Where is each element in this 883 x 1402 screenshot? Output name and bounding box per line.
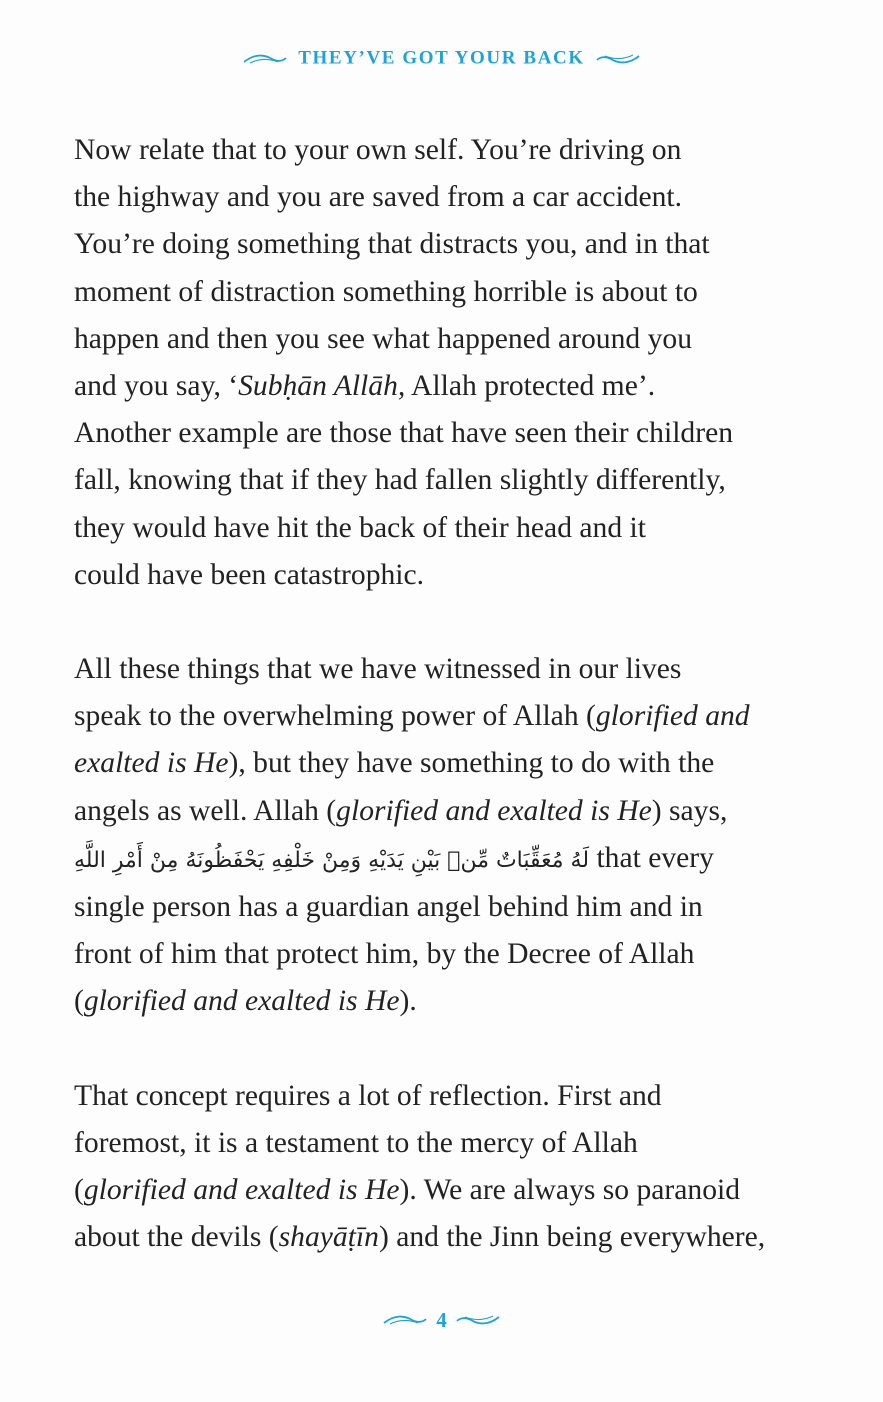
text-line: All these things that we have witnessed in our lives <box>74 653 682 686</box>
text-line: angels as well. Allah (glorified and exalted is He) says, <box>74 794 728 827</box>
text-line: moment of distraction something horrible is about to <box>74 275 698 308</box>
text-line: they would have hit the back of their head and it <box>74 511 646 544</box>
quran-verse: لَهُ مُعَقِّبَاتٌ مِّنۢ بَيْنِ يَدَيْهِ وَمِنْ خَلْفِهِ يَحْفَظُونَهُ مِنْ أَمْرِ اللَّهِ <box>74 847 590 873</box>
transliteration: shayāṭīn <box>278 1221 379 1254</box>
running-header <box>0 44 883 73</box>
text-line: exalted is He), but they have something to do with the <box>74 747 715 780</box>
transliteration: Subḥān Allāh, <box>238 370 406 403</box>
text-line: about the devils (shayāṭīn) and the Jinn being everywhere, <box>74 1221 766 1254</box>
swash-ornament-icon <box>455 1314 501 1326</box>
page-number: 4 <box>436 1308 447 1333</box>
paragraph <box>74 127 790 599</box>
honorific: glorified and exalted is He <box>83 985 400 1018</box>
paragraph <box>74 1073 790 1262</box>
text-line: the highway and you are saved from a car accident. <box>74 181 683 214</box>
swash-ornament-icon <box>382 1314 428 1326</box>
text-line: Now relate that to your own self. You’re driving on <box>74 134 682 166</box>
text-line: You’re doing something that distracts you, and in that <box>74 228 710 261</box>
text-line: (glorified and exalted is He). We are always so paranoid <box>74 1174 741 1207</box>
text-line: Another example are those that have seen their children <box>74 417 734 450</box>
running-header-title: THEY’VE GOT YOUR BACK <box>298 47 585 69</box>
text-line: could have been catastrophic. <box>74 558 425 591</box>
body-text <box>74 127 790 1261</box>
text-line: happen and then you see what happened around you <box>74 322 692 355</box>
swash-ornament-icon <box>595 53 641 65</box>
text-line: foremost, it is a testament to the mercy of Allah <box>74 1126 638 1159</box>
text-line: (glorified and exalted is He). <box>74 985 417 1018</box>
text-line: single person has a guardian angel behind him and in <box>74 891 703 924</box>
paragraph <box>74 646 790 1026</box>
honorific: glorified and <box>595 700 750 733</box>
text-line: fall, knowing that if they had fallen slightly differently, <box>74 464 726 497</box>
honorific: glorified and exalted is He <box>83 1174 400 1207</box>
text-line: and you say, ‘Subḥān Allāh, Allah protected me’. <box>74 370 656 403</box>
swash-ornament-icon <box>242 53 288 65</box>
text-line: front of him that protect him, by the Decree of Allah <box>74 938 695 971</box>
honorific: glorified and exalted is He <box>336 794 652 827</box>
page-footer <box>0 1304 883 1334</box>
text-line: That concept requires a lot of reflection. First and <box>74 1079 662 1112</box>
text-line: speak to the overwhelming power of Allah (glorified and <box>74 700 750 733</box>
text-line: لَهُ مُعَقِّبَاتٌ مِّنۢ بَيْنِ يَدَيْهِ وَمِنْ خَلْفِهِ يَحْفَظُونَهُ مِنْ أَمْرِ اللَّهِ that every <box>74 841 714 874</box>
honorific: exalted is He <box>74 747 229 780</box>
